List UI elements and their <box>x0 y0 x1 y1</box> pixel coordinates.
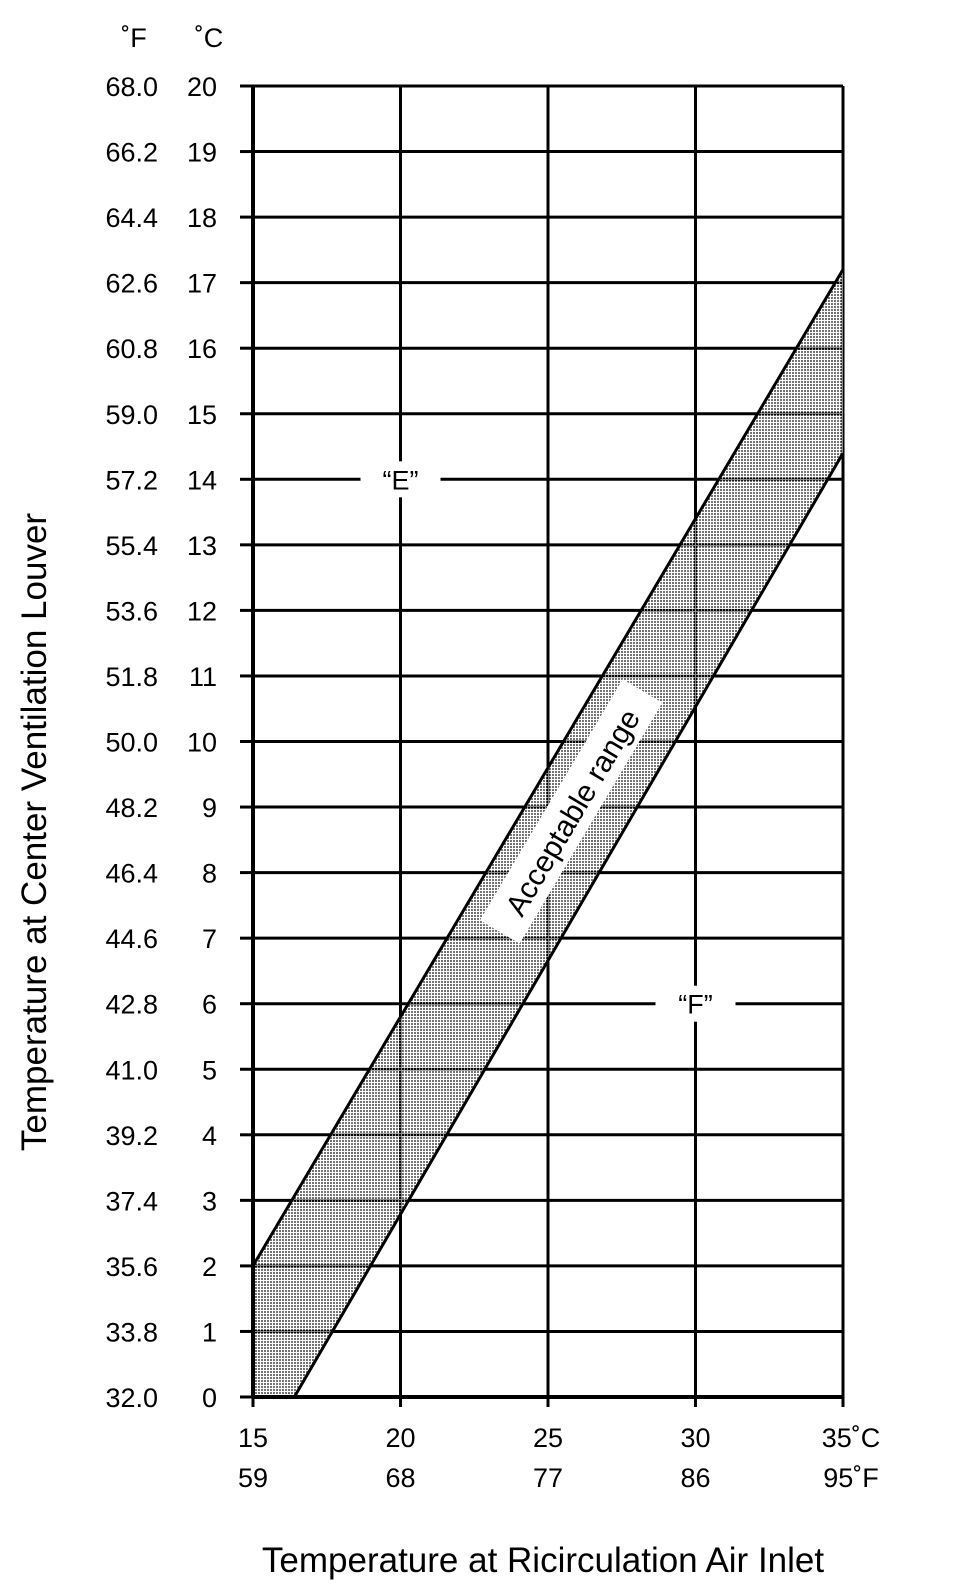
x-tick-label-c: 30 <box>680 1423 711 1453</box>
y-tick-label-f: 68.0 <box>105 72 158 102</box>
y-tick-label-c: 19 <box>186 137 217 168</box>
tick-labels <box>105 72 880 1493</box>
y-tick-label-c: 11 <box>188 661 217 692</box>
y-tick-label-f: 48.2 <box>105 793 158 824</box>
x-tick-label-c: 25 <box>532 1423 564 1453</box>
y-tick-label-c: 14 <box>186 465 217 496</box>
y-tick-label-f: 50.0 <box>105 727 158 758</box>
y-tick-label-c: 15 <box>186 399 217 430</box>
band-label-text: Acceptable range <box>499 703 647 922</box>
y-tick-label-c: 12 <box>186 596 217 627</box>
y-tick-label-c: 13 <box>186 530 217 561</box>
y-tick-label-f: 37.4 <box>105 1186 158 1217</box>
y-tick-label-c: 17 <box>186 268 217 299</box>
y-unit-f-label: ˚F <box>121 23 147 53</box>
band-lower-edge <box>294 453 843 1397</box>
y-tick-label-c: 0 <box>201 1383 217 1413</box>
y-tick-label-f: 55.4 <box>105 530 158 561</box>
annotation-label: “F” <box>678 989 713 1020</box>
y-axis-title: Temperature at Center Ventilation Louver <box>15 512 54 1152</box>
x-tick-label-c: 35˚C <box>821 1423 881 1453</box>
y-tick-label-c: 4 <box>201 1120 217 1151</box>
annotation-label: “E” <box>382 465 419 496</box>
x-tick-label-f: 86 <box>680 1463 711 1493</box>
y-unit-c-label: ˚C <box>194 23 224 53</box>
y-tick-label-c: 7 <box>201 924 217 955</box>
y-tick-label-c: 3 <box>201 1186 217 1217</box>
y-tick-label-c: 6 <box>201 989 217 1020</box>
y-tick-label-f: 39.2 <box>105 1120 158 1151</box>
x-tick-label-f: 77 <box>532 1463 564 1493</box>
y-tick-label-f: 32.0 <box>105 1383 158 1413</box>
y-tick-label-c: 20 <box>186 72 217 102</box>
y-tick-label-c: 2 <box>201 1251 217 1282</box>
y-tick-label-f: 53.6 <box>105 596 158 627</box>
y-tick-label-f: 44.6 <box>105 924 158 955</box>
y-tick-label-f: 64.4 <box>105 203 158 234</box>
y-tick-label-f: 59.0 <box>105 399 158 430</box>
x-tick-label-c: 20 <box>385 1423 416 1453</box>
y-tick-label-c: 10 <box>186 727 217 758</box>
y-tick-label-f: 46.4 <box>105 858 158 889</box>
y-tick-label-c: 16 <box>186 334 217 365</box>
y-tick-label-c: 9 <box>201 793 217 824</box>
y-tick-label-f: 60.8 <box>105 334 158 365</box>
x-tick-label-c: 15 <box>237 1423 269 1453</box>
y-tick-label-f: 33.8 <box>105 1317 158 1348</box>
y-tick-label-f: 62.6 <box>105 268 158 299</box>
y-tick-label-c: 1 <box>201 1317 217 1348</box>
y-tick-label-f: 57.2 <box>105 465 158 496</box>
y-tick-label-f: 41.0 <box>105 1055 158 1086</box>
y-tick-label-f: 35.6 <box>105 1251 158 1282</box>
y-tick-label-f: 51.8 <box>105 661 158 692</box>
x-tick-label-f: 95˚F <box>823 1463 879 1493</box>
y-tick-label-c: 8 <box>201 858 217 889</box>
x-tick-label-f: 59 <box>237 1463 269 1493</box>
y-tick-label-f: 42.8 <box>105 989 158 1020</box>
y-tick-label-c: 5 <box>201 1055 217 1086</box>
y-tick-label-f: 66.2 <box>105 137 158 168</box>
x-tick-label-f: 68 <box>385 1463 416 1493</box>
y-tick-label-c: 18 <box>186 203 217 234</box>
x-axis-title: Temperature at Ricirculation Air Inlet <box>261 1541 825 1580</box>
